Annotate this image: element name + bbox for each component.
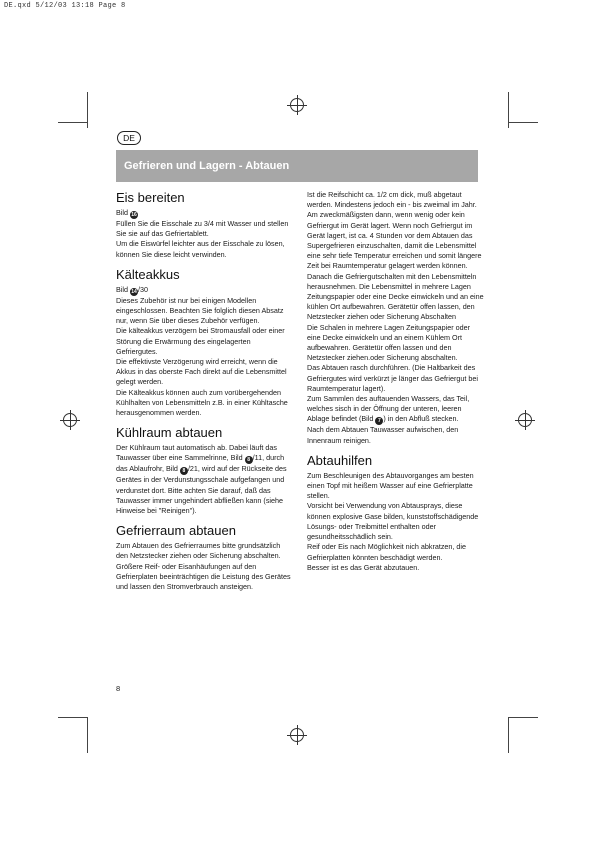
language-badge: DE xyxy=(117,131,141,145)
paragraph: Reif oder Eis nach Möglichkeit nich abkratzen, die Gefrierplatten könnten beschädigt werden. xyxy=(307,542,467,562)
crop-mark xyxy=(508,717,509,753)
paragraph: Die Schalen in mehrere Lagen Zeitungspapier oder eine Decke einwickeln und an einem Kühlem Ort aufbewahren. Gerätetür offen lassen und den Netzstecker ziehen.oder Sicherung abschalten. xyxy=(307,322,471,363)
text: /21, wird auf der Rückseite des Gerätes in der Verdunstungsschale aufgefangen und verdunstet dort. Bitte achten Sie darauf, daß das Tauwasser immer ungehindert abfließen kann (siehe Hinweise bei "Reinigen"). xyxy=(116,464,287,516)
paragraph: Größere Reif- oder Eisanhäufungen auf den Gefrierplaten beeinträchtigen die Leistung des Gerätes und lassen den Stromverbrauch ansteigen. xyxy=(116,561,291,592)
crop-mark xyxy=(58,717,88,718)
figure-ref-badge: 14 xyxy=(131,288,137,295)
registration-mark-icon xyxy=(290,728,304,742)
text: Bild xyxy=(116,284,130,294)
registration-mark-icon xyxy=(518,413,532,427)
registration-mark-icon xyxy=(63,413,77,427)
text: Bild xyxy=(116,208,130,217)
paragraph: Ist die Reifschicht ca. 1/2 cm dick, muß abgetaut werden. Mindestens jedoch ein - bis zweimal im Jahr. Am zweckmäßigsten dann, wenn wenig oder kein Gefriergut im Gerät lagert. Wenn noch Gefriergut im Gerät lagert, ist ca. 4 Stunden vor dem Abtauen das Supergefrieren einzuschalten, damit die Lebensmittel eine sehr tiefe Temperatur erreichen und somit längere Zeit bei Raumtemperatur gelagert werden können. xyxy=(307,190,482,271)
registration-mark-icon xyxy=(290,98,304,112)
print-slug: DE.qxd 5/12/03 13:18 Page 8 xyxy=(4,2,126,10)
left-column xyxy=(116,190,294,592)
paragraph: Die effektivste Verzögerung wird erreicht, wenn die Akkus in das oberste Fach direkt auf die Lebensmittel gelegt werden. xyxy=(116,357,287,387)
crop-mark xyxy=(58,122,88,123)
paragraph: Besser ist es das Gerät abzutauen. xyxy=(307,562,420,572)
section-banner: Gefrieren und Lagern - Abtauen xyxy=(116,150,478,182)
figure-ref-badge: 8 xyxy=(180,467,188,475)
heading-kuehlraum-abtauen: Kühlraum abtauen xyxy=(116,425,223,441)
page-number: 8 xyxy=(116,684,121,693)
paragraph: Die Kälteakkus können auch zum vorübergehenden Kühlhalten von Lebensmitteln z.B. in einer Kühltasche herausgenommen werden. xyxy=(116,387,288,418)
paragraph: Um die Eiswürfel leichter aus der Eisschale zu lösen, können Sie diese leicht verwinden. xyxy=(116,239,285,259)
heading-kaelteakkus: Kälteakkus xyxy=(116,266,180,282)
figure-ref-badge: 8 xyxy=(245,456,253,464)
paragraph xyxy=(116,208,294,219)
paragraph xyxy=(307,394,485,425)
paragraph: Danach die Gefriergutschalten mit den Lebensmitteln herausnehmen. Die Lebensmittel in mehrere Lagen Zeitungspapier oder eine Decke einwickeln und an eine kühlen Ort aufbewahren. Gerätetür offen lassen, den Netzstecker ziehen oder Sicherung Abschalten xyxy=(307,271,484,322)
paragraph: Die kälteakkus verzögern bei Stromausfall oder einer Störung die Erwärmung des eingelagerten Gefriergutes. xyxy=(116,326,285,356)
heading-gefrierraum-abtauen: Gefrierraum abtauen xyxy=(116,523,236,539)
text: Zum Sammlen des auftauenden Wassers, das Teil, welches sisch in der Öffnung der unteren, leeren Ablage befindet (Bild xyxy=(307,394,470,424)
paragraph: Das Abtauen rasch durchführen. (Die Haltbarkeit des Gefriergutes wird verkürzt je länger das Gefriergut bei Raumtemperatur lagert). xyxy=(307,363,478,393)
paragraph: Vorsicht bei Verwendung von Abtausprays, diese können explosive Gase bilden, kunststoffschädigende Lösungs- oder Treibmittel enthalten oder gesundheitsschädlich sein. xyxy=(307,501,479,542)
paragraph: Nach dem Abtauen Tauwasser aufwischen, den Innenraum reinigen. xyxy=(307,425,459,445)
paragraph: Füllen Sie die Eisschale zu 3/4 mit Wasser und stellen Sie sie auf das Gefriertablett. xyxy=(116,219,289,239)
crop-mark xyxy=(87,717,88,753)
paragraph: Zum Beschleunigen des Abtauvorganges am besten einen Topf mit heißem Wasser auf eine Gefrierplatte stellen. xyxy=(307,470,474,501)
text: /11, durch das Ablaufrohr, Bild xyxy=(116,453,285,474)
text: ) in den Abfluß stecken. xyxy=(383,414,459,424)
heading-eis-bereiten: Eis bereiten xyxy=(116,190,185,205)
paragraph xyxy=(116,443,294,516)
paragraph: Zum Abtauen des Gefrierraumes bitte grundsätzlich den Netzstecker ziehen oder Sicherung abschalten. xyxy=(116,541,281,561)
crop-mark xyxy=(508,717,538,718)
paragraph xyxy=(116,285,294,296)
text: /30 xyxy=(137,284,148,294)
paragraph: Dieses Zubehör ist nur bei einigen Modellen eingeschlossen. Beachten Sie folglich diesen Absatz nur, wenn Sie über dieses Zubehör verfügen. xyxy=(116,295,284,326)
right-column xyxy=(307,190,485,573)
text: Der Kühlraum taut automatisch ab. Dabei läuft das Tauwasser über eine Sammelrinne, Bild xyxy=(116,443,278,463)
heading-abtauhilfen: Abtauhilfen xyxy=(307,452,373,468)
figure-ref-badge: 7 xyxy=(375,417,383,425)
figure-ref-badge: 16 xyxy=(131,212,137,218)
crop-mark xyxy=(508,122,538,123)
